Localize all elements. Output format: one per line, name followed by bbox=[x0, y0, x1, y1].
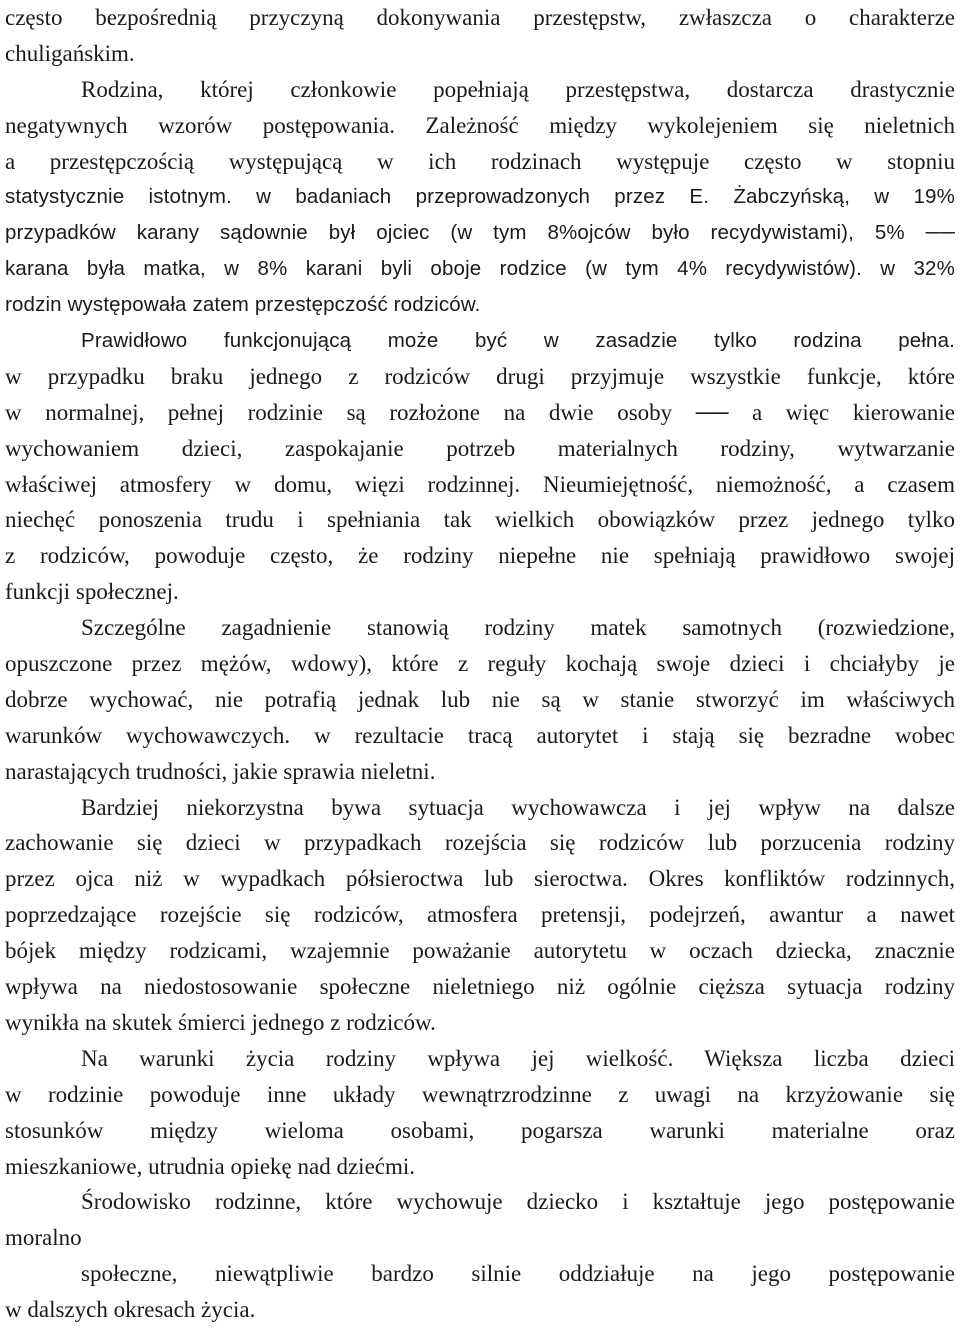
text-line: w przypadku braku jednego z rodziców drugi przyjmuje wszystkie funkcje, które bbox=[5, 363, 955, 389]
text-line: Rodzina, której członkowie popełniają przestępstwa, dostarcza drastycznie bbox=[81, 76, 955, 102]
text-line: właściwej atmosfery w domu, więzi rodzinnej. Nieumiejętność, niemożność, a czasem bbox=[5, 471, 955, 497]
text-line: warunków wychowawczych. w rezultacie tracą autorytet i stają się bezradne wobec bbox=[5, 722, 955, 748]
document-page bbox=[5, 0, 955, 1328]
text-line: wynikła na skutek śmierci jednego z rodziców. bbox=[5, 1009, 436, 1035]
text-line: Prawidłowo funkcjonującą może być w zasadzie tylko rodzina pełna. bbox=[81, 329, 955, 353]
text-line: narastających trudności, jakie sprawia nieletni. bbox=[5, 758, 436, 784]
text-line: przypadków karany sądownie był ojciec (w tym 8%ojców było recydywistami), 5% ── bbox=[5, 221, 955, 245]
text-line: wpływa na niedostosowanie społeczne nieletniego niż ogólnie cięższa sytuacja rodziny bbox=[5, 974, 955, 1000]
text-line: w dalszych okresach życia. bbox=[5, 1297, 256, 1323]
text-line: Szczególne zagadnienie stanowią rodziny matek samotnych (rozwiedzione, bbox=[81, 615, 955, 641]
text-line: w normalnej, pełnej rodzinie są rozłożone na dwie osoby ── a więc kierowanie bbox=[5, 399, 955, 425]
text-line: poprzedzające rozejście się rodziców, atmosfera pretensji, podejrzeń, awantur a nawet bbox=[5, 902, 955, 928]
text-line: mieszkaniowe, utrudnia opiekę nad dziećmi. bbox=[5, 1153, 416, 1179]
text-line: przez ojca niż w wypadkach półsieroctwa lub sieroctwa. Okres konfliktów rodzinnych, bbox=[5, 866, 955, 892]
text-line: karana była matka, w 8% karani byli oboje rodzice (w tym 4% recydywistów). w 32% bbox=[5, 257, 955, 281]
text-line: często bezpośrednią przyczyną dokonywania przestępstw, zwłaszcza o charakterze bbox=[5, 5, 955, 30]
text-line: Środowisko rodzinne, które wychowuje dziecko i kształtuje jego postępowanie bbox=[81, 1189, 955, 1215]
text-line: a przestępczością występującą w ich rodzinach występuje często w stopniu bbox=[5, 148, 955, 174]
text-line: dobrze wychować, nie potrafią jednak lub nie są w stanie stworzyć im właściwych bbox=[5, 686, 955, 712]
text-line: statystycznie istotnym. w badaniach przeprowadzonych przez E. Żabczyńską, w 19% bbox=[5, 185, 955, 209]
text-line: opuszczone przez mężów, wdowy), które z reguły kochają swoje dzieci i chciałyby je bbox=[5, 651, 955, 677]
text-line: moralno bbox=[5, 1225, 82, 1251]
text-line: niechęć ponoszenia trudu i spełniania tak wielkich obowiązków przez jednego tylko bbox=[5, 507, 955, 533]
text-line: społeczne, niewątpliwie bardzo silnie oddziałuje na jego postępowanie bbox=[81, 1261, 955, 1287]
text-line: Bardziej niekorzystna bywa sytuacja wychowawcza i jej wpływ na dalsze bbox=[81, 794, 955, 820]
text-line: w rodzinie powoduje inne układy wewnątrzrodzinne z uwagi na krzyżowanie się bbox=[5, 1081, 955, 1107]
text-line: bójek między rodzicami, wzajemnie poważanie autorytetu w oczach dziecka, znacznie bbox=[5, 938, 955, 964]
text-line: zachowanie się dzieci w przypadkach rozejścia się rodziców lub porzucenia rodziny bbox=[5, 830, 955, 856]
text-line: rodzin występowała zatem przestępczość rodziców. bbox=[5, 293, 481, 317]
text-line: funkcji społecznej. bbox=[5, 579, 179, 605]
text-line: Na warunki życia rodziny wpływa jej wielkość. Większa liczba dzieci bbox=[81, 1045, 955, 1071]
text-line: wychowaniem dzieci, zaspokajanie potrzeb materialnych rodziny, wytwarzanie bbox=[5, 435, 955, 461]
text-line: negatywnych wzorów postępowania. Zależność między wykolejeniem się nieletnich bbox=[5, 112, 955, 138]
text-line: stosunków między wieloma osobami, pogarsza warunki materialne oraz bbox=[5, 1117, 955, 1143]
text-line: chuligańskim. bbox=[5, 40, 135, 66]
text-line: z rodziców, powoduje często, że rodziny niepełne nie spełniają prawidłowo swojej bbox=[5, 543, 955, 569]
